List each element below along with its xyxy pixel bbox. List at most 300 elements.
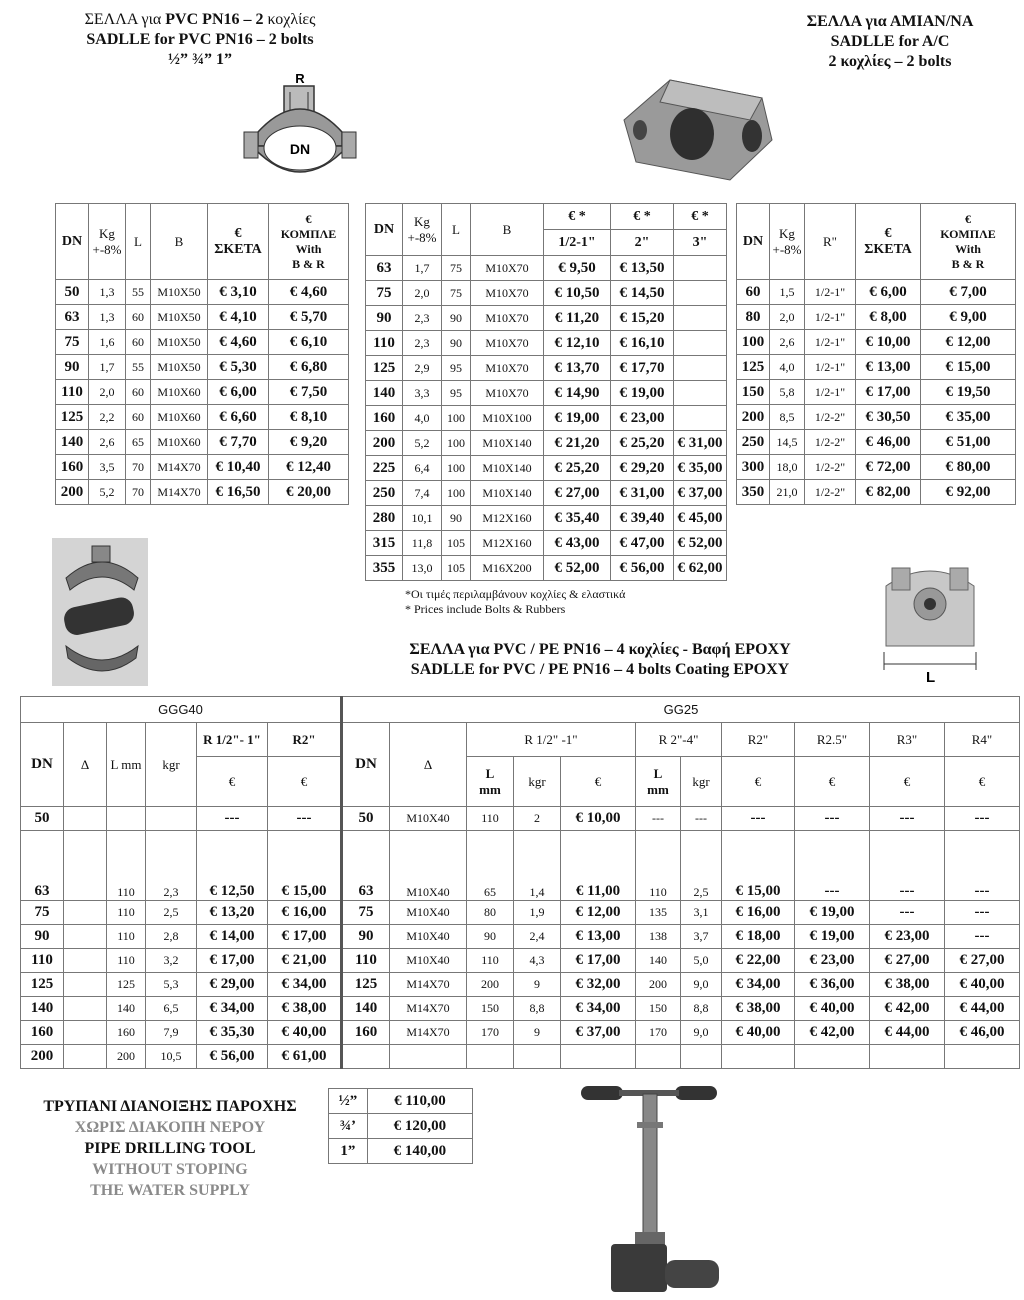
table-cell: 110 — [56, 380, 89, 405]
table-cell: 1/2-1" — [805, 280, 856, 305]
table-cell: --- — [870, 901, 945, 925]
table-cell: € 40,00 — [268, 1021, 342, 1045]
table-cell: 110 — [366, 331, 403, 356]
table-cell: 14,5 — [770, 430, 805, 455]
table-cell — [674, 381, 727, 406]
table-cell: € 9,20 — [269, 430, 349, 455]
table-cell: 9,0 — [681, 1021, 722, 1045]
table-cell: 63 — [56, 305, 89, 330]
table-cell: € 4,60 — [208, 330, 269, 355]
epoxy-saddle-photo — [870, 560, 990, 684]
table-cell: € 13,70 — [544, 356, 611, 381]
table-cell: € 7,70 — [208, 430, 269, 455]
col-gr4: R4" — [945, 723, 1020, 757]
table-cell — [636, 1045, 681, 1069]
table-cell: 2,0 — [89, 380, 126, 405]
table-row — [737, 405, 1016, 430]
table-cell: --- — [268, 807, 342, 831]
table-cell: 2 — [514, 807, 561, 831]
table-cell: M10X70 — [471, 356, 544, 381]
table-cell: 6,5 — [146, 997, 197, 1021]
table-cell: € 38,00 — [722, 997, 795, 1021]
col-gr3: R3" — [870, 723, 945, 757]
table-cell: 200 — [366, 431, 403, 456]
table-cell: 1” — [329, 1139, 368, 1164]
epoxy-title: ΣΕΛΛΑ για PVC / PE PN16 – 4 κοχλίες - Βαφή EPOXY SADLLE for PVC / PE PN16 – 4 bolts Coating EPOXY — [409, 641, 791, 678]
table-row — [56, 280, 349, 305]
table-row — [56, 355, 349, 380]
table-cell — [722, 1045, 795, 1069]
table-cell: € 46,00 — [856, 430, 921, 455]
table-cell: M14X70 — [390, 1021, 467, 1045]
table-cell: 21,0 — [770, 480, 805, 505]
table-cell: 355 — [366, 556, 403, 581]
table-cell — [107, 807, 146, 831]
table-cell: 7,9 — [146, 1021, 197, 1045]
table-cell — [514, 1045, 561, 1069]
table-row — [366, 456, 727, 481]
table-cell: 2,2 — [89, 405, 126, 430]
table-cell: € 13,20 — [197, 901, 268, 925]
table-cell: 1,5 — [770, 280, 805, 305]
table-cell: € 4,60 — [269, 280, 349, 305]
table-cell: --- — [870, 831, 945, 901]
table-row — [366, 531, 727, 556]
table-row — [21, 949, 1020, 973]
table-row — [737, 305, 1016, 330]
table-cell: € 38,00 — [268, 997, 342, 1021]
table-cell: € 21,00 — [268, 949, 342, 973]
col-kg: Kg +-8% — [403, 204, 442, 256]
table-cell: 125 — [21, 973, 64, 997]
table-cell: 125 — [737, 355, 770, 380]
table-cell: € 19,00 — [795, 925, 870, 949]
table-cell: 100 — [442, 406, 471, 431]
table-cell: 90 — [442, 506, 471, 531]
table-cell: 160 — [56, 455, 89, 480]
table-cell: 110 — [107, 901, 146, 925]
table-cell: € 25,20 — [544, 456, 611, 481]
table-cell: --- — [636, 807, 681, 831]
table-cell: € 27,00 — [870, 949, 945, 973]
table-row — [737, 330, 1016, 355]
table-cell: 125 — [342, 973, 390, 997]
table-cell: € 110,00 — [367, 1089, 472, 1114]
table-cell: M10X70 — [471, 381, 544, 406]
table-cell: € 34,00 — [722, 973, 795, 997]
col-dn-gg25: DN — [342, 723, 390, 807]
table-cell: M10X40 — [390, 901, 467, 925]
table-cell: 3,1 — [681, 901, 722, 925]
table-row — [21, 807, 1020, 831]
table-cell: € 6,00 — [856, 280, 921, 305]
table-cell: 300 — [737, 455, 770, 480]
table-cell: € 19,00 — [795, 901, 870, 925]
table-cell: 200 — [21, 1045, 64, 1069]
drilling-tool-title: ΤΡΥΠΑΝΙ ΔΙΑΝΟΙΞΗΣ ΠΑΡΟΧΗΣ ΧΩΡΙΣ ΔΙΑΚΟΠΗ ΝΕΡΟΥ PIPE DRILLING TOOL WITHOUT STOPING THE WATER SUPPLY — [43, 1098, 297, 1199]
table-cell: € 17,00 — [561, 949, 636, 973]
table-cell: 150 — [636, 997, 681, 1021]
table-cell: 125 — [56, 405, 89, 430]
col-gr24-l: L mm — [636, 757, 681, 807]
table-cell: 75 — [56, 330, 89, 355]
table-cell: € 44,00 — [870, 1021, 945, 1045]
table-cell: € 34,00 — [268, 973, 342, 997]
table-cell: 90 — [342, 925, 390, 949]
table-cell — [870, 1045, 945, 1069]
table-cell: € 10,00 — [561, 807, 636, 831]
table-cell: € 9,00 — [921, 305, 1016, 330]
table-cell: 105 — [442, 531, 471, 556]
table-cell: 50 — [21, 807, 64, 831]
table-cell: M10X60 — [151, 380, 208, 405]
table-cell: 280 — [366, 506, 403, 531]
col-r12-eur: € — [197, 757, 268, 807]
table-cell — [674, 356, 727, 381]
table-cell — [64, 997, 107, 1021]
table-cell: 160 — [366, 406, 403, 431]
table-cell: € 19,50 — [921, 380, 1016, 405]
table-cell: 18,0 — [770, 455, 805, 480]
table-cell: € 19,00 — [544, 406, 611, 431]
table-cell: 200 — [636, 973, 681, 997]
table-row — [737, 280, 1016, 305]
table-cell: 2,5 — [681, 831, 722, 901]
diagram-dn-label: DN — [289, 141, 311, 157]
table-cell: 55 — [126, 280, 151, 305]
table-cell: € 6,00 — [208, 380, 269, 405]
table-cell: 1/2-2" — [805, 480, 856, 505]
table-cell: 110 — [342, 949, 390, 973]
table-cell: M10X40 — [390, 831, 467, 901]
table-cell: 90 — [442, 331, 471, 356]
table-row — [737, 455, 1016, 480]
table-cell: M10X40 — [390, 925, 467, 949]
table-row — [21, 1045, 1020, 1069]
table-cell: 150 — [467, 997, 514, 1021]
table-cell: 2,3 — [403, 306, 442, 331]
table-cell — [674, 331, 727, 356]
table-cell: M10X70 — [471, 331, 544, 356]
table-cell: 75 — [366, 281, 403, 306]
table-row — [366, 281, 727, 306]
table-row — [56, 430, 349, 455]
table-row — [737, 430, 1016, 455]
col-delta: Δ — [64, 723, 107, 807]
table-cell: € 12,10 — [544, 331, 611, 356]
table-cell: ½” — [329, 1089, 368, 1114]
table-cell: M10X100 — [471, 406, 544, 431]
table-cell: € 9,50 — [544, 256, 611, 281]
col-size-3: 3" — [674, 230, 727, 256]
table-cell — [681, 1045, 722, 1069]
table-cell: € 15,00 — [268, 831, 342, 901]
table-cell: 3,5 — [89, 455, 126, 480]
table-cell: € 10,00 — [856, 330, 921, 355]
table-cell: € 12,00 — [561, 901, 636, 925]
col-gr12-kgr: kgr — [514, 757, 561, 807]
table-cell: € 47,00 — [611, 531, 674, 556]
col-kg: Kg +-8% — [770, 204, 805, 280]
table-cell: € 17,70 — [611, 356, 674, 381]
table-cell: 105 — [442, 556, 471, 581]
col-plain: € ΣΚΕΤΑ — [208, 204, 269, 280]
table-row — [56, 405, 349, 430]
table-cell: 2,3 — [146, 831, 197, 901]
table-cell: € 35,00 — [921, 405, 1016, 430]
col-complete: € ΚΟΜΠΛΕ With B & R — [269, 204, 349, 280]
table-cell: € 36,00 — [795, 973, 870, 997]
table-cell: M10X40 — [390, 807, 467, 831]
table-cell: € 80,00 — [921, 455, 1016, 480]
table-cell: --- — [945, 831, 1020, 901]
table-cell: € 6,80 — [269, 355, 349, 380]
table-cell: € 25,20 — [611, 431, 674, 456]
table-cell: 200 — [56, 480, 89, 505]
price-note: *Οι τιμές περιλαμβάνουν κοχλίες & ελαστικά * Prices include Bolts & Rubbers — [405, 587, 626, 616]
table-cell: € 52,00 — [674, 531, 727, 556]
table-cell: 5,2 — [89, 480, 126, 505]
col-r: R" — [805, 204, 856, 280]
table-cell: 140 — [636, 949, 681, 973]
col-gr2-eur: € — [722, 757, 795, 807]
table-cell: 170 — [636, 1021, 681, 1045]
table-cell: 60 — [126, 405, 151, 430]
col-dn: DN — [21, 723, 64, 807]
col-l: L — [126, 204, 151, 280]
table-row — [21, 925, 1020, 949]
table-cell: 63 — [366, 256, 403, 281]
col-kgr: kgr — [146, 723, 197, 807]
table-cell: 140 — [342, 997, 390, 1021]
table-cell: € 8,10 — [269, 405, 349, 430]
table-cell: 170 — [467, 1021, 514, 1045]
col-l: L — [442, 204, 471, 256]
table-cell: € 46,00 — [945, 1021, 1020, 1045]
table-cell: 60 — [126, 305, 151, 330]
table-cell: € 20,00 — [269, 480, 349, 505]
table-cell: € 35,00 — [674, 456, 727, 481]
table-row — [21, 997, 1020, 1021]
table-cell: M14X70 — [390, 973, 467, 997]
col-gr12-l: L mm — [467, 757, 514, 807]
table-cell: € 62,00 — [674, 556, 727, 581]
table-cell: € 13,50 — [611, 256, 674, 281]
table-cell: 200 — [737, 405, 770, 430]
ac-title: ΣΕΛΛΑ για ΑΜΙΑΝ/ΝΑ SADLLE for A/C 2 κοχλίες – 2 bolts — [806, 13, 974, 70]
col-r2-eur: € — [268, 757, 342, 807]
table-cell: € 6,60 — [208, 405, 269, 430]
table-row — [329, 1089, 473, 1114]
table-cell: M10X70 — [471, 306, 544, 331]
table-row — [737, 480, 1016, 505]
table-row — [366, 306, 727, 331]
table-cell: € 40,00 — [795, 997, 870, 1021]
table-cell: 2,6 — [770, 330, 805, 355]
table-cell — [945, 1045, 1020, 1069]
table-cell: € 18,00 — [722, 925, 795, 949]
table-cell: 2,0 — [403, 281, 442, 306]
table-cell: 8,8 — [681, 997, 722, 1021]
table-cell: 1/2-1" — [805, 355, 856, 380]
table-cell: 65 — [126, 430, 151, 455]
table-cell: € 21,20 — [544, 431, 611, 456]
table-cell: M10X50 — [151, 330, 208, 355]
table-cell: € 61,00 — [268, 1045, 342, 1069]
table-cell — [674, 256, 727, 281]
table-cell: € 13,00 — [856, 355, 921, 380]
table-cell: € 43,00 — [544, 531, 611, 556]
table-cell: € 30,50 — [856, 405, 921, 430]
table-row — [737, 355, 1016, 380]
table-cell: 1,7 — [403, 256, 442, 281]
col-gr2: R2" — [722, 723, 795, 757]
table-cell: 140 — [366, 381, 403, 406]
table-cell: 140 — [56, 430, 89, 455]
table-cell: 1/2-1" — [805, 330, 856, 355]
table-cell: 2,6 — [89, 430, 126, 455]
table-cell — [561, 1045, 636, 1069]
table-row — [329, 1114, 473, 1139]
table-cell: € 16,00 — [268, 901, 342, 925]
table-row — [366, 381, 727, 406]
table-row — [329, 1139, 473, 1164]
table-cell: 80 — [737, 305, 770, 330]
table-cell: € 16,10 — [611, 331, 674, 356]
table-cell: € 39,40 — [611, 506, 674, 531]
diagram-r-label: R — [295, 72, 305, 86]
table-cell: € 17,00 — [856, 380, 921, 405]
col-gr25: R2.5" — [795, 723, 870, 757]
table-cell: € 82,00 — [856, 480, 921, 505]
table-cell: 1,4 — [514, 831, 561, 901]
table-cell: 1/2-2" — [805, 455, 856, 480]
table-cell: 75 — [442, 256, 471, 281]
table-cell: € 19,00 — [611, 381, 674, 406]
table-cell: € 38,00 — [870, 973, 945, 997]
col-r2: R2" — [268, 723, 342, 757]
table-row — [366, 431, 727, 456]
table-cell: € 15,00 — [921, 355, 1016, 380]
table-cell: 125 — [107, 973, 146, 997]
table-cell: M12X160 — [471, 531, 544, 556]
table-cell: 9,0 — [681, 973, 722, 997]
table-cell: € 22,00 — [722, 949, 795, 973]
table-cell: 5,0 — [681, 949, 722, 973]
table-cell: 160 — [107, 1021, 146, 1045]
table-cell: 4,0 — [770, 355, 805, 380]
table-cell: € 15,00 — [722, 831, 795, 901]
table-cell: 9 — [514, 1021, 561, 1045]
table-cell: --- — [722, 807, 795, 831]
table-cell: € 5,30 — [208, 355, 269, 380]
table-cell: € 31,00 — [674, 431, 727, 456]
table-cell: 90 — [366, 306, 403, 331]
table-row — [21, 973, 1020, 997]
table-row — [56, 480, 349, 505]
table-cell — [64, 1045, 107, 1069]
table-cell: € 14,00 — [197, 925, 268, 949]
col-delta-gg25: Δ — [390, 723, 467, 807]
table-cell: 90 — [56, 355, 89, 380]
table-cell: € 4,10 — [208, 305, 269, 330]
table-cell: € 23,00 — [611, 406, 674, 431]
table-cell: 100 — [442, 431, 471, 456]
table-cell: € 56,00 — [611, 556, 674, 581]
table-cell: 2,3 — [403, 331, 442, 356]
table-row — [56, 455, 349, 480]
table-cell: M10X140 — [471, 431, 544, 456]
table-cell: € 120,00 — [367, 1114, 472, 1139]
table-cell — [342, 1045, 390, 1069]
table-cell: 65 — [467, 831, 514, 901]
table-cell: € 16,50 — [208, 480, 269, 505]
table-cell: € 40,00 — [722, 1021, 795, 1045]
col-r12: R 1/2"- 1" — [197, 723, 268, 757]
table-cell: € 35,40 — [544, 506, 611, 531]
table-cell: 55 — [126, 355, 151, 380]
table-cell: € 7,50 — [269, 380, 349, 405]
table-cell: 1,3 — [89, 280, 126, 305]
table-cell: 8,8 — [514, 997, 561, 1021]
table-cell: M16X200 — [471, 556, 544, 581]
table-cell: M10X40 — [390, 949, 467, 973]
table-cell: 5,3 — [146, 973, 197, 997]
table-cell — [64, 807, 107, 831]
table-cell: 7,4 — [403, 481, 442, 506]
col-gr25-eur: € — [795, 757, 870, 807]
table-row — [56, 330, 349, 355]
col-dn: DN — [56, 204, 89, 280]
table-row — [21, 831, 1020, 901]
table-cell: 150 — [737, 380, 770, 405]
table-cell — [674, 306, 727, 331]
table-cell: 60 — [126, 380, 151, 405]
table-cell: M10X50 — [151, 355, 208, 380]
table-cell: 2,4 — [514, 925, 561, 949]
table-cell: 75 — [21, 901, 64, 925]
col-eur-2: € * — [611, 204, 674, 230]
ac-saddle-table — [736, 203, 1016, 505]
table-cell: 95 — [442, 381, 471, 406]
table-cell: € 12,00 — [921, 330, 1016, 355]
table-cell: € 23,00 — [795, 949, 870, 973]
table-cell: € 3,10 — [208, 280, 269, 305]
table-cell: 200 — [107, 1045, 146, 1069]
table-row — [21, 901, 1020, 925]
table-cell: 9 — [514, 973, 561, 997]
table-cell: M10X140 — [471, 481, 544, 506]
table-cell: € 12,40 — [269, 455, 349, 480]
pvc-2bolt-title: ΣΕΛΛΑ για PVC PN16 – 2 κοχλίες SADLLE for PVC PN16 – 2 bolts ½” ¾” 1” — [84, 11, 316, 68]
pvc-2bolt-wide-table — [365, 203, 727, 581]
col-eur-3: € * — [674, 204, 727, 230]
col-gr12: R 1/2" -1" — [467, 723, 636, 757]
table-cell: 3,3 — [403, 381, 442, 406]
table-cell: 10,1 — [403, 506, 442, 531]
table-cell: 160 — [342, 1021, 390, 1045]
col-b: B — [151, 204, 208, 280]
col-kg: Kg +-8% — [89, 204, 126, 280]
pvc-2bolt-table — [55, 203, 349, 505]
table-cell: 2,0 — [770, 305, 805, 330]
col-b: B — [471, 204, 544, 256]
table-cell: € 45,00 — [674, 506, 727, 531]
table-cell: 60 — [737, 280, 770, 305]
saddle-diagram — [238, 72, 362, 184]
gg25-header: GG25 — [342, 697, 1020, 723]
table-cell: M10X60 — [151, 430, 208, 455]
